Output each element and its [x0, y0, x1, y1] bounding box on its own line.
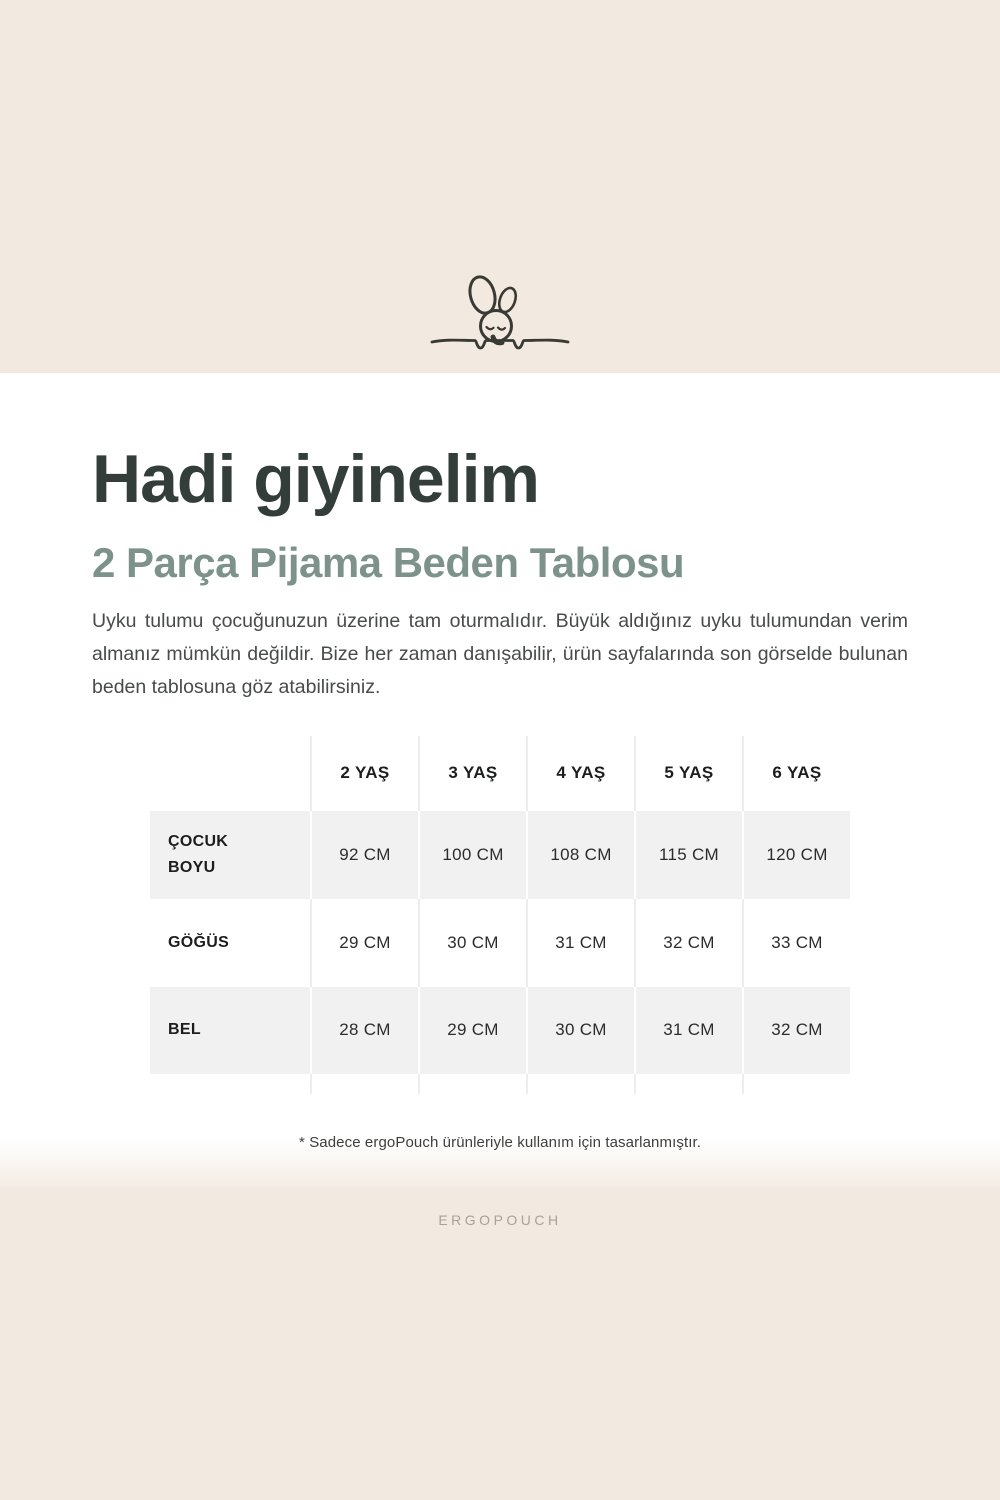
content-area: [0, 373, 1000, 1188]
table-stub-cell: [634, 1074, 742, 1094]
table-stub-cell: [742, 1074, 850, 1094]
table-cell: 28 CM: [310, 987, 418, 1074]
row-label-text: BEL: [168, 1021, 201, 1039]
table-cell: 120 CM: [742, 811, 850, 899]
table-stub-cell: [526, 1074, 634, 1094]
age-header: 4 YAŞ: [526, 736, 634, 811]
size-table: [150, 736, 850, 1094]
table-stub-cell: [310, 1074, 418, 1094]
age-header: 5 YAŞ: [634, 736, 742, 811]
age-header: 3 YAŞ: [418, 736, 526, 811]
table-stub-cell: [150, 1074, 310, 1094]
table-cell: 108 CM: [526, 811, 634, 899]
table-cell: 29 CM: [310, 899, 418, 987]
table-cell: 33 CM: [742, 899, 850, 987]
brand-name: ERGOPOUCH: [438, 1212, 562, 1228]
description-text: Uyku tulumu çocuğunuzun üzerine tam oturmalıdır. Büyük aldığınız uyku tulumundan verim almanız mümkün değildir. Bize her zaman danışabilir, ürün sayfalarında son görselde bulunan beden tablosuna göz atabilirsiniz.: [92, 609, 908, 698]
table-cell: 31 CM: [634, 987, 742, 1074]
bunny-logo-icon: [429, 272, 571, 352]
age-header: 2 YAŞ: [310, 736, 418, 811]
table-corner-cell: [150, 736, 310, 811]
table-cell: 92 CM: [310, 811, 418, 899]
hero-banner: [0, 0, 1000, 373]
table-stub-cell: [418, 1074, 526, 1094]
row-label-bel: [150, 987, 310, 1074]
table-cell: 29 CM: [418, 987, 526, 1074]
table-cell: 32 CM: [634, 899, 742, 987]
row-label-text: ÇOCUK BOYU: [168, 833, 229, 876]
footer-banner: [0, 1188, 1000, 1500]
table-cell: 30 CM: [526, 987, 634, 1074]
row-label-text: GÖĞÜS: [168, 933, 230, 951]
page-title: Hadi giyinelim: [92, 441, 539, 517]
table-cell: 115 CM: [634, 811, 742, 899]
age-header: 6 YAŞ: [742, 736, 850, 811]
row-label-cocuk-boyu: [150, 811, 310, 899]
footnote-text: * Sadece ergoPouch ürünleriyle kullanım için tasarlanmıştır.: [298, 1133, 702, 1151]
table-cell: 32 CM: [742, 987, 850, 1074]
table-cell: 30 CM: [418, 899, 526, 987]
table-cell: 100 CM: [418, 811, 526, 899]
row-label-gogus: [150, 899, 310, 987]
page-subtitle: 2 Parça Pijama Beden Tablosu: [92, 539, 685, 587]
table-cell: 31 CM: [526, 899, 634, 987]
